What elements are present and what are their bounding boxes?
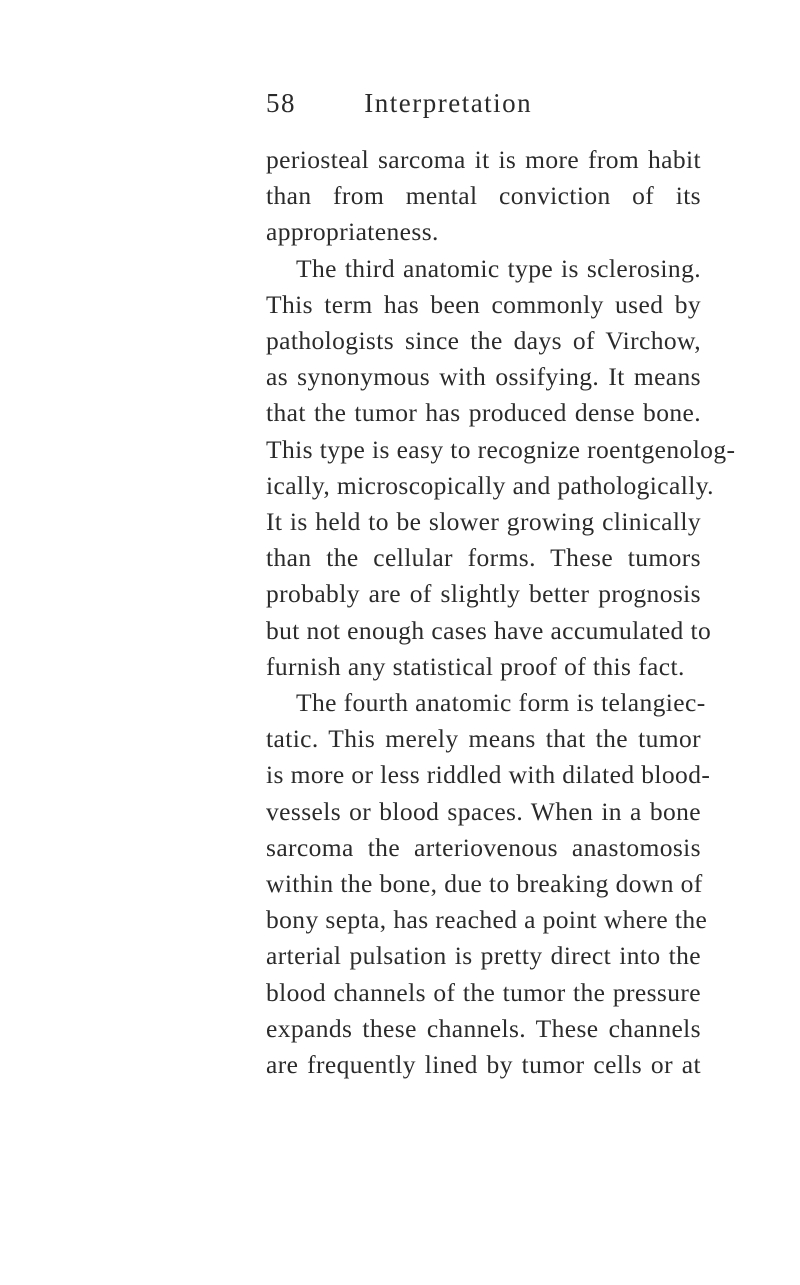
text-line: The third anatomic type is sclerosing.	[296, 253, 701, 283]
text-line: This type is easy to recognize roentgenolog-	[266, 434, 736, 464]
text-line: blood channels of the tumor the pressure	[266, 977, 701, 1007]
text-line: than from mental conviction of its	[266, 181, 701, 211]
text-line: are frequently lined by tumor cells or at	[266, 1050, 701, 1079]
text-line: probably are of slightly better prognosis	[266, 579, 701, 609]
text-line: bony septa, has reached a point where the	[266, 905, 708, 935]
text-line: but not enough cases have accumulated to	[266, 615, 712, 645]
page-number: 58	[266, 88, 296, 118]
text-line: tatic. This merely means that the tumor	[266, 724, 701, 754]
text-line: expands these channels. These channels	[266, 1013, 701, 1043]
text-line: pathologists since the days of Virchow,	[266, 326, 701, 355]
running-head	[266, 88, 532, 124]
text-line: furnish any statistical proof of this fact.	[266, 651, 685, 681]
text-line: It is held to be slower growing clinically	[266, 507, 701, 536]
text-line: than the cellular forms. These tumors	[266, 543, 701, 573]
text-line: vessels or blood spaces. When in a bone	[266, 796, 701, 826]
chapter-title: Interpretation	[364, 88, 533, 118]
text-line: arterial pulsation is pretty direct into the	[266, 941, 701, 971]
text-line: as synonymous with ossifying. It means	[266, 362, 701, 392]
text-line: that the tumor has produced dense bone.	[266, 398, 701, 428]
text-line: This term has been commonly used by	[266, 289, 701, 319]
text-line: The fourth anatomic form is telangiec-	[296, 688, 706, 717]
text-line: ically, microscopically and pathologically.	[266, 470, 714, 500]
text-line: sarcoma the arteriovenous anastomosis	[266, 832, 701, 862]
text-line: is more or less riddled with dilated blood-	[266, 760, 711, 790]
text-line: appropriateness.	[266, 217, 439, 247]
text-line: within the bone, due to breaking down of	[266, 869, 703, 898]
text-line: periosteal sarcoma it is more from habit	[266, 145, 701, 174]
